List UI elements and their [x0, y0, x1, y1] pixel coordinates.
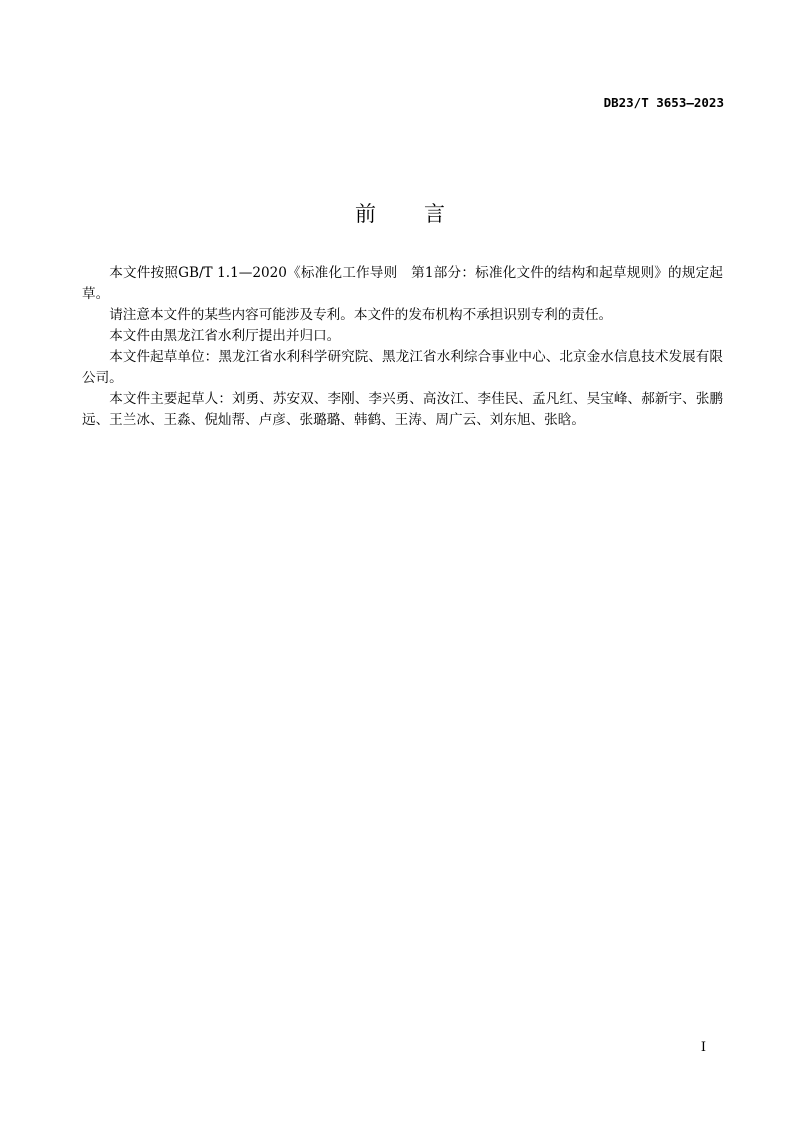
paragraph-drafting-units: 本文件起草单位：黑龙江省水利科学研究院、黑龙江省水利综合事业中心、北京金水信息技术发展有限公司。	[82, 349, 723, 386]
title-char-2: 言	[424, 202, 445, 226]
paragraph-patent-notice: 请注意本文件的某些内容可能涉及专利。本文件的发布机构不承担识别专利的责任。	[109, 307, 613, 323]
paragraph-drafters: 本文件主要起草人：刘勇、苏安双、李刚、李兴勇、高汝江、李佳民、孟凡红、吴宝峰、郝新宇、张鹏远、王兰冰、王淼、倪灿帮、卢彦、张璐璐、韩鹤、王涛、周广云、刘东旭、张晗。	[82, 391, 723, 428]
document-code: DB23/T 3653—2023	[603, 95, 724, 110]
title-char-1: 前	[355, 202, 376, 226]
page-number: I	[700, 1040, 706, 1055]
page-title	[0, 198, 800, 228]
paragraph-proposer: 本文件由黑龙江省水利厅提出并归口。	[109, 328, 341, 344]
foreword-body	[82, 263, 723, 431]
paragraph-drafting-rules: 本文件按照GB/T 1.1—2020《标准化工作导则 第1部分：标准化文件的结构和起草规则》的规定起草。	[82, 265, 723, 302]
